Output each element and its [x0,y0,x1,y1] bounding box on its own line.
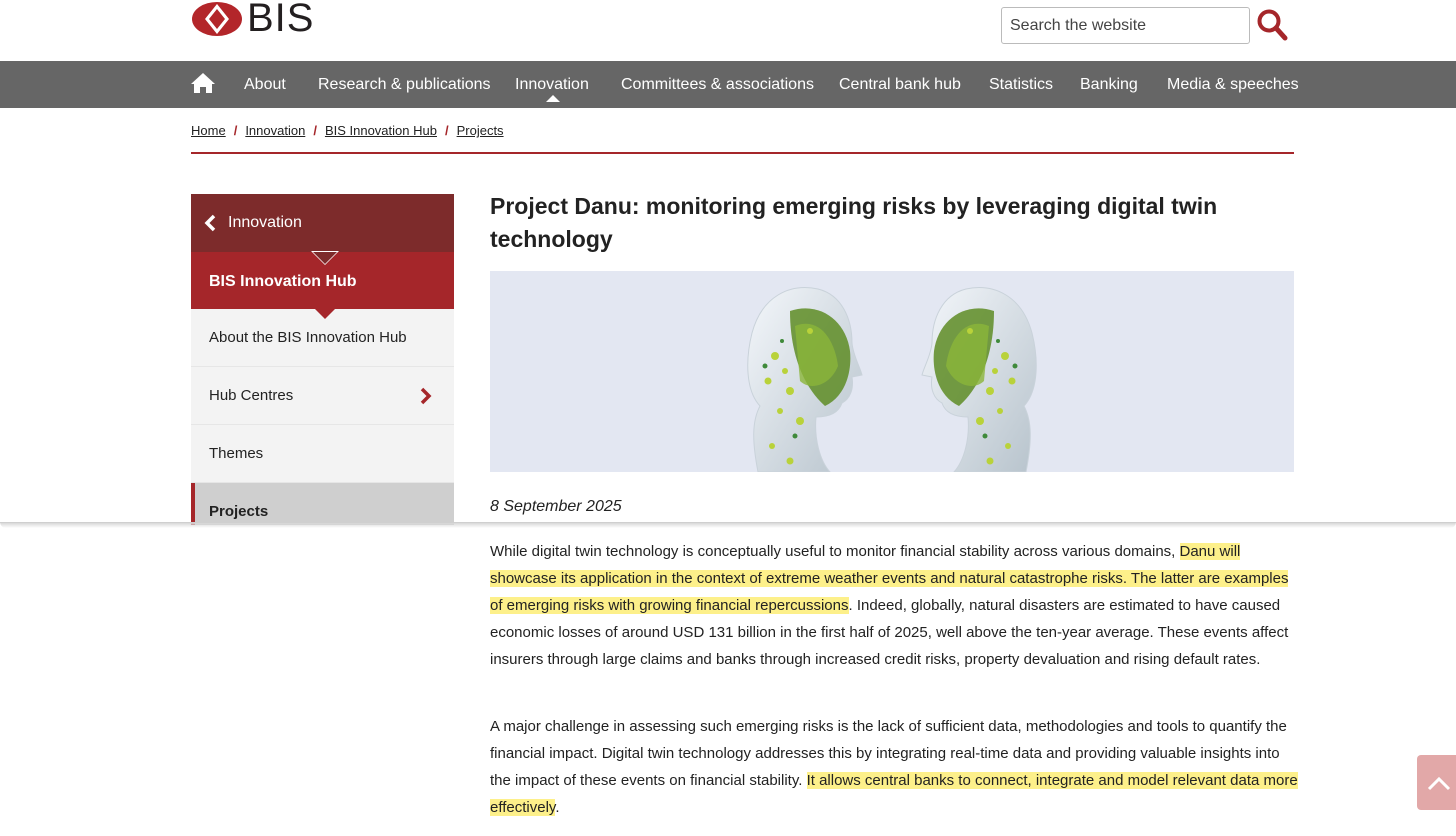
hero-image [490,271,1294,472]
logo-text: BIS [247,0,315,40]
nav-item-statistics[interactable]: Statistics [989,76,1054,93]
nav-active-indicator [546,95,560,102]
search-icon [1256,8,1288,42]
sidebar-nav [191,194,454,525]
breadcrumb-separator: / [313,123,317,138]
paragraph-text: A major challenge in assessing such emerging risks is the lack of sufficient data, methodologies and tools to quantify the financial impact. Digital twin technology addresses this by integrating real-time data and providing valuable insights into the impact of these events on financial stability. [490,718,1287,789]
breadcrumb [191,123,504,138]
publication-date: 8 September 2025 [490,498,622,515]
paragraph-text: . [555,799,560,816]
article-paragraph-1 [490,538,1300,673]
breadcrumb-projects[interactable]: Projects [456,123,504,138]
breadcrumb-separator: / [233,123,238,138]
search-button[interactable] [1256,8,1288,42]
bis-logo-icon [191,0,243,39]
paragraph-text: . Indeed, globally, natural disasters are estimated to have caused economic losses of around USD 131 billion in the first half of 2025, well above the ten-year average. These events affect insurers through large claims and banks through increased credit risks, property devaluation and rising default rates. [490,597,1289,668]
sidebar-item-label: Hub Centres [209,387,294,404]
nav-item-central-bank-hub[interactable]: Central bank hub [839,76,961,93]
nav-home[interactable] [191,72,215,94]
nav-item-about[interactable]: About [244,76,286,93]
breadcrumb-separator: / [444,123,449,138]
site-header [0,0,1456,61]
sidebar-parent-label: Innovation [228,214,302,231]
paragraph-text: While digital twin technology is conceptually useful to monitor financial stability across various domains, [490,543,1180,560]
search-input[interactable] [1001,7,1250,44]
nav-item-media-speeches[interactable]: Media & speeches [1167,76,1299,93]
breadcrumb-innovation[interactable]: Innovation [245,123,306,138]
back-to-top-button[interactable] [1417,755,1456,810]
sidebar-item-projects[interactable] [191,483,454,525]
highlighted-text: Danu will showcase its application in the context of extreme weather events and natural catastrophe risks. The latter are examples of emerging risks with growing financial repercussions [490,543,1289,614]
breadcrumb-home[interactable]: Home [191,123,226,138]
breadcrumb-divider [191,152,1294,154]
sidebar-item-themes[interactable] [191,425,454,483]
nav-item-innovation[interactable]: Innovation [515,76,589,93]
sidebar-section-notch [315,309,335,319]
sidebar-back-innovation[interactable] [191,194,454,252]
sidebar-item-label: Themes [209,445,264,462]
sidebar-item-label: Projects [209,503,269,520]
screenshot-fold-shadow [0,522,1456,528]
page-title: Project Danu: monitoring emerging risks by leveraging digital twin technology [490,193,1218,252]
nav-item-research-publications[interactable]: Research & publications [318,76,491,93]
sidebar-notch-inner [313,252,337,264]
chevron-left-icon [203,214,217,232]
home-icon [191,72,215,94]
breadcrumb-bis-innovation-hub[interactable]: BIS Innovation Hub [324,123,437,138]
article-paragraph-2 [490,713,1300,821]
sidebar-item-label: About the BIS Innovation Hub [209,329,407,346]
sidebar-section-label: BIS Innovation Hub [209,273,357,290]
back-to-top-icon [1417,755,1455,810]
nav-item-committees-associations[interactable]: Committees & associations [621,76,814,93]
digital-twin-heads-illustration [490,271,1294,472]
nav-item-banking[interactable]: Banking [1080,76,1138,93]
sidebar-item-hub-centres[interactable] [191,367,454,425]
main-nav [0,61,1456,108]
highlighted-text: It allows central banks to connect, integrate and model relevant data more effectively [490,772,1298,816]
chevron-right-icon [419,387,433,405]
bis-logo[interactable] [191,0,314,41]
